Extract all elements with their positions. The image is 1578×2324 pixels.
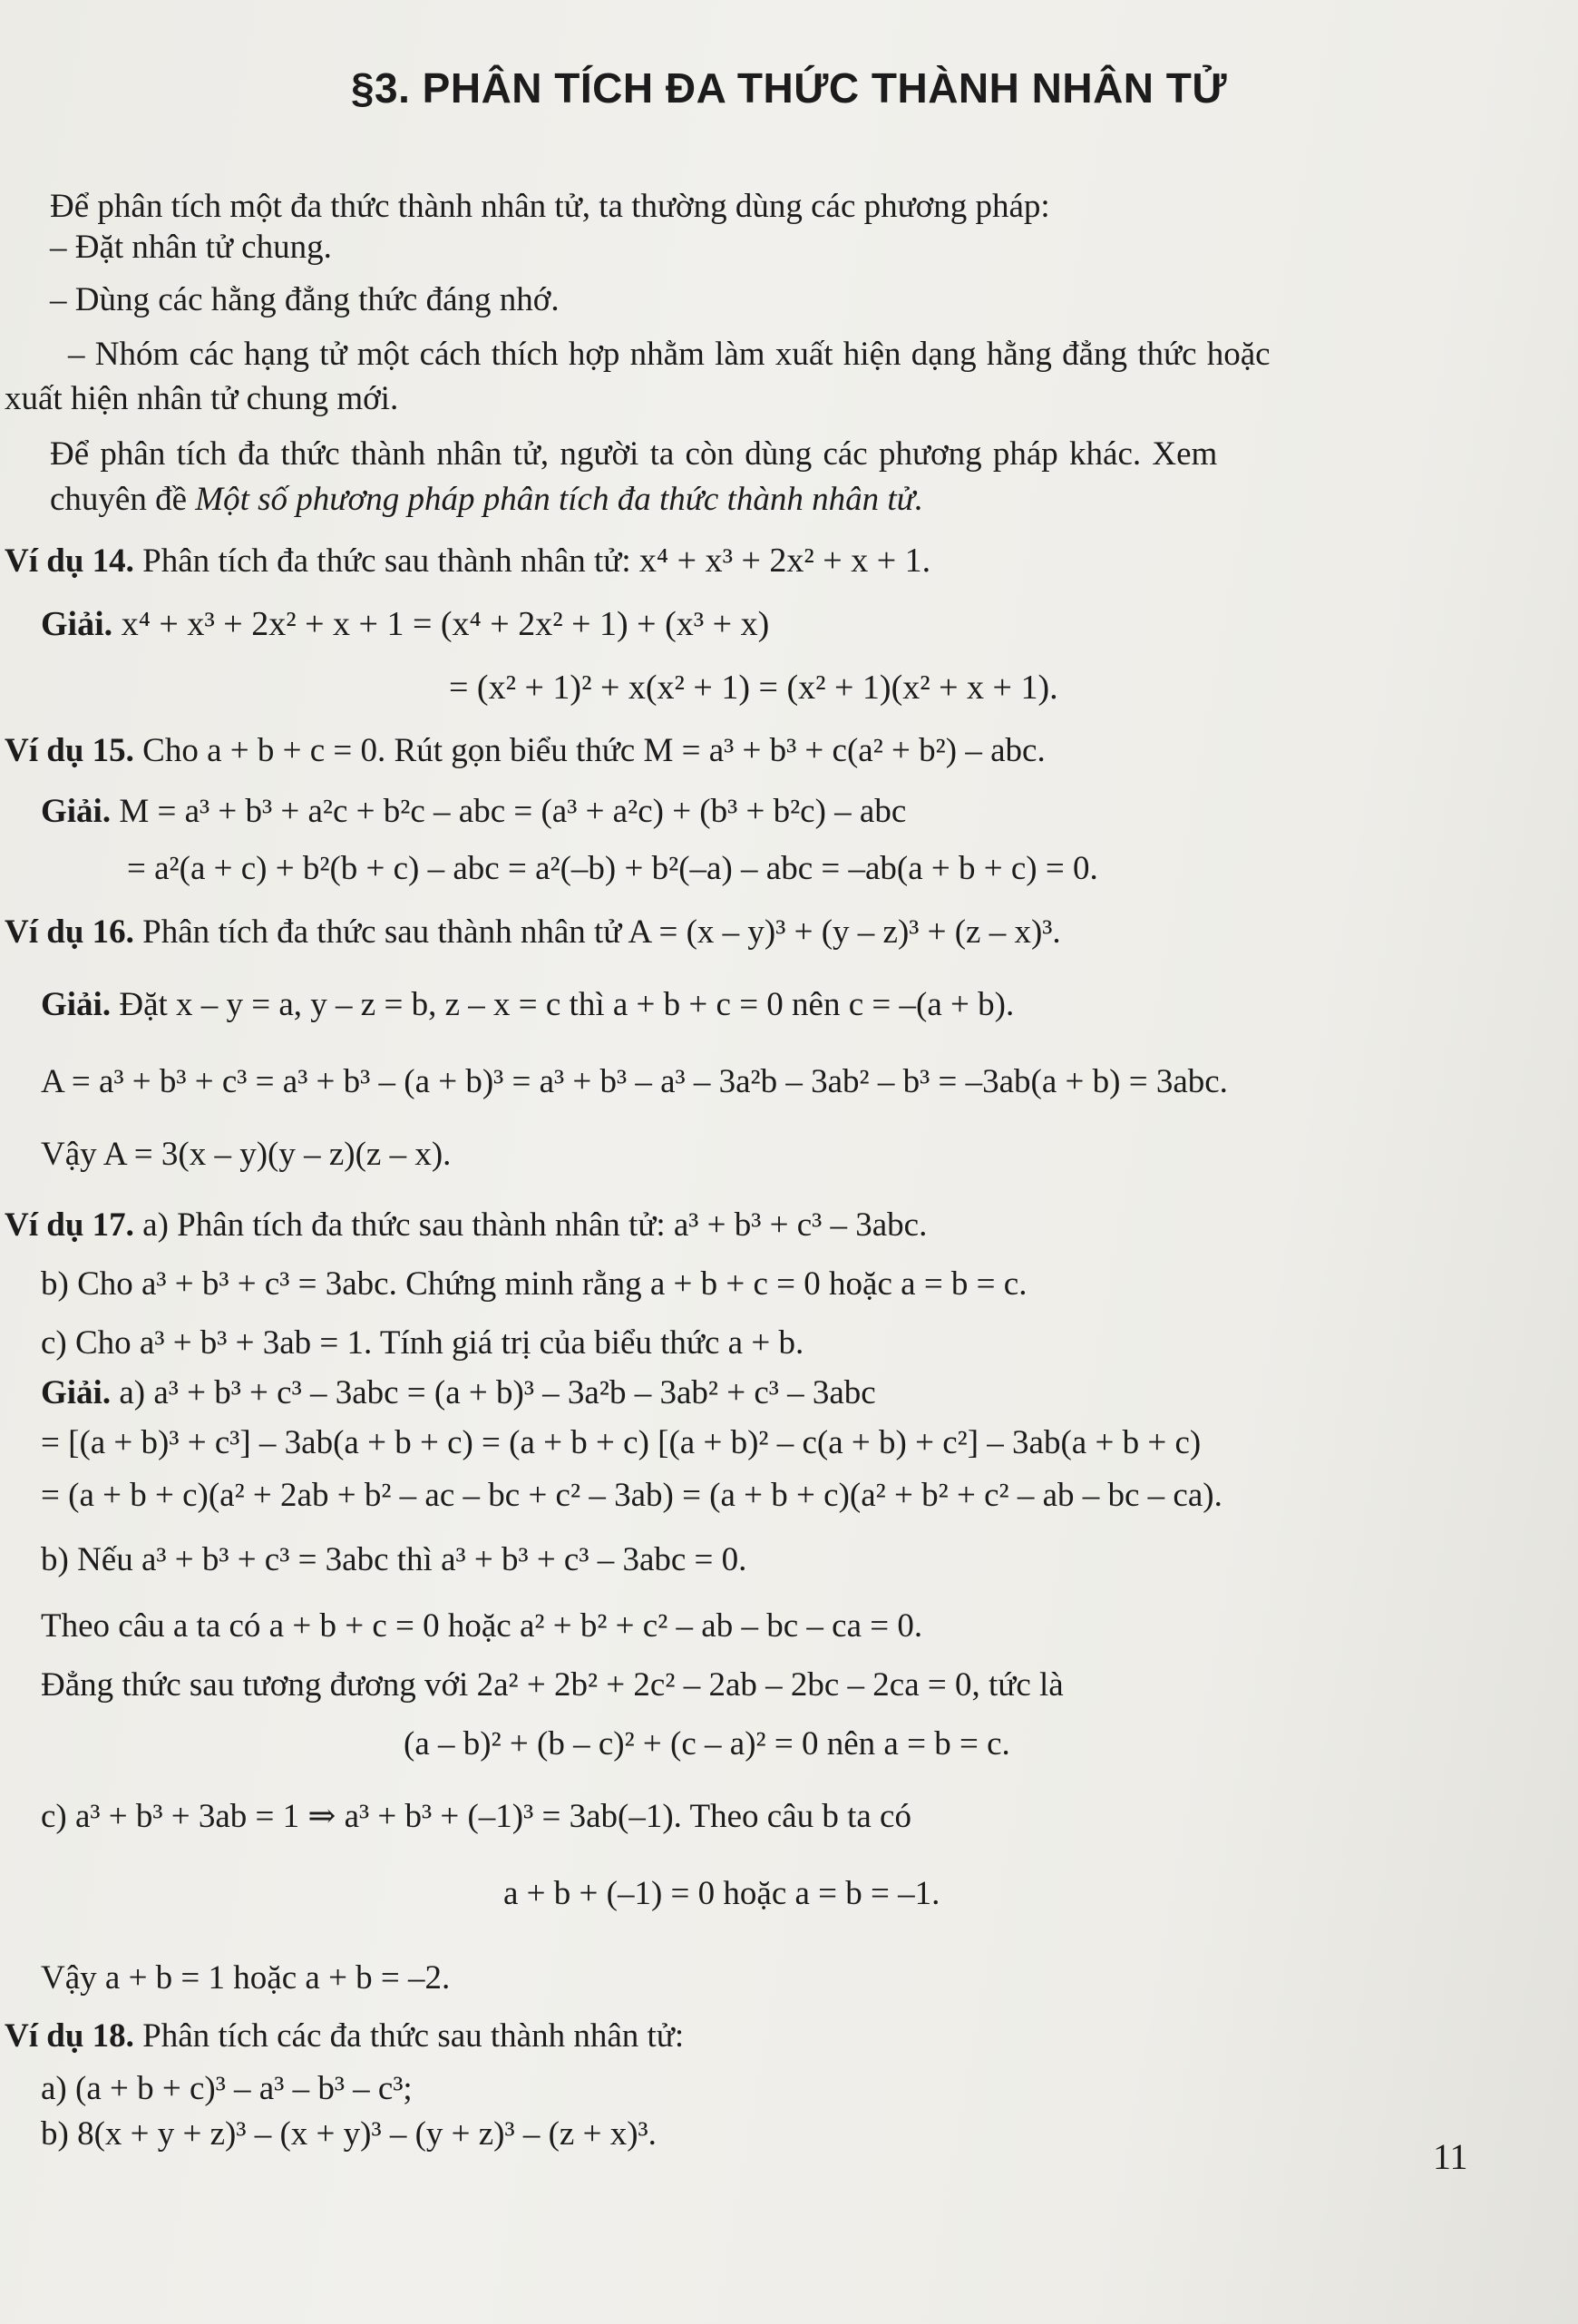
example-18 (5, 2016, 684, 2057)
intro-method-2: – Dùng các hằng đẳng thức đáng nhớ. (50, 281, 560, 318)
example-17-solution-c3: Vậy a + b = 1 hoặc a + b = –2. (41, 1959, 451, 1997)
intro-other-a: Để phân tích đa thức thành nhân tử, người ta còn dùng các phương pháp khác. Xem (50, 435, 1218, 473)
page-number: 11 (1433, 2136, 1468, 2177)
example-17-solution-b4: (a – b)² + (b – c)² + (c – a)² = 0 nên a = b = c. (404, 1725, 1010, 1763)
example-17-solution-a3: = (a + b + c)(a² + 2ab + b² – ac – bc + c² – 3ab) = (a + b + c)(a² + b² + c² – ab – bc – ca). (41, 1477, 1222, 1514)
example-15-solution-1 (41, 791, 906, 833)
example-17-solution-a2: = [(a + b)³ + c³] – 3ab(a + b + c) = (a + b + c) [(a + b)² – c(a + b) + c²] – 3ab(a + b + c) (41, 1424, 1202, 1461)
example-14-solution-label: Giải. (41, 605, 113, 643)
section-title: §3. PHÂN TÍCH ĐA THỨC THÀNH NHÂN TỬ (350, 64, 1228, 112)
intro-method-3a: – Nhóm các hạng tử một cách thích hợp nhằm làm xuất hiện dạng hằng đẳng thức hoặc (68, 336, 1271, 373)
example-17-c: c) Cho a³ + b³ + 3ab = 1. Tính giá trị của biểu thức a + b. (41, 1324, 804, 1362)
intro-method-1: – Đặt nhân tử chung. (50, 229, 332, 266)
example-15 (5, 730, 1046, 772)
example-17-solution-b1: b) Nếu a³ + b³ + c³ = 3abc thì a³ + b³ + c³ – 3abc = 0. (41, 1541, 747, 1578)
example-17-solution-c2: a + b + (–1) = 0 hoặc a = b = –1. (503, 1875, 940, 1912)
intro-lead: Để phân tích một đa thức thành nhân tử, ta thường dùng các phương pháp: (50, 188, 1050, 225)
example-17-solution-b3: Đẳng thức sau tương đương với 2a² + 2b² + 2c² – 2ab – 2bc – 2ca = 0, tức là (41, 1666, 1064, 1704)
example-17 (5, 1205, 927, 1246)
example-18-a: a) (a + b + c)³ – a³ – b³ – c³; (41, 2070, 413, 2107)
example-16-solution-1 (41, 984, 1014, 1026)
example-14-label: Ví dụ 14. (5, 542, 134, 580)
example-16-text: Phân tích đa thức sau thành nhân tử A = (x – y)³ + (y – z)³ + (z – x)³. (133, 913, 1061, 951)
example-16-solution-label: Giải. (41, 986, 112, 1023)
example-17-solution-c1: c) a³ + b³ + 3ab = 1 ⇒ a³ + b³ + (–1)³ = 3ab(–1). Theo câu b ta có (41, 1798, 911, 1835)
example-14-expr: x⁴ + x³ + 2x² + x + 1. (638, 542, 931, 580)
example-14 (5, 540, 930, 582)
example-15-solution-2: = a²(a + c) + b²(b + c) – abc = a²(–b) + b²(–a) – abc = –ab(a + b + c) = 0. (127, 850, 1098, 887)
example-15-label: Ví dụ 15. (5, 732, 134, 769)
example-14-solution-1 (41, 603, 769, 645)
example-17-text: a) Phân tích đa thức sau thành nhân tử: a³ + b³ + c³ – 3abc. (133, 1206, 928, 1244)
example-17-solution-a1 (41, 1372, 876, 1414)
intro-other-b-pre: chuyên đề (50, 481, 196, 518)
example-16-solution-1-text: Đặt x – y = a, y – z = b, z – x = c thì a + b + c = 0 nên c = –(a + b). (111, 986, 1015, 1023)
example-15-text: Cho a + b + c = 0. Rút gọn biểu thức M = a³ + b³ + c(a² + b²) – abc. (133, 732, 1046, 769)
example-18-text: Phân tích các đa thức sau thành nhân tử: (133, 2017, 685, 2055)
example-17-solution-a1-text: a) a³ + b³ + c³ – 3abc = (a + b)³ – 3a²b – 3ab² + c³ – 3abc (111, 1374, 876, 1411)
example-18-label: Ví dụ 18. (5, 2017, 134, 2055)
example-16-solution-3: Vậy A = 3(x – y)(y – z)(z – x). (41, 1136, 452, 1173)
example-16-solution-2: A = a³ + b³ + c³ = a³ + b³ – (a + b)³ = a³ + b³ – a³ – 3a²b – 3ab² – b³ = –3ab(a + b) = 3abc. (41, 1063, 1228, 1100)
example-14-solution-1-text: x⁴ + x³ + 2x² + x + 1 = (x⁴ + 2x² + 1) + (x³ + x) (112, 605, 770, 643)
example-17-solution-label: Giải. (41, 1374, 112, 1411)
example-16 (5, 912, 1061, 953)
example-15-solution-label: Giải. (41, 793, 112, 830)
example-14-solution-2: = (x² + 1)² + x(x² + 1) = (x² + 1)(x² + x + 1). (449, 669, 1058, 707)
intro-other-b-italic: Một số phương pháp phân tích đa thức thành nhân tử. (195, 481, 924, 518)
example-18-b: b) 8(x + y + z)³ – (x + y)³ – (y + z)³ – (z + x)³. (41, 2115, 657, 2153)
example-17-solution-b2: Theo câu a ta có a + b + c = 0 hoặc a² + b² + c² – ab – bc – ca = 0. (41, 1607, 923, 1645)
intro-other-b (50, 479, 923, 521)
intro-method-3b: xuất hiện nhân tử chung mới. (5, 380, 399, 417)
example-14-text: Phân tích đa thức sau thành nhân tử: (133, 542, 639, 580)
example-16-label: Ví dụ 16. (5, 913, 134, 951)
example-17-b: b) Cho a³ + b³ + c³ = 3abc. Chứng minh rằng a + b + c = 0 hoặc a = b = c. (41, 1265, 1028, 1303)
example-15-solution-1-text: M = a³ + b³ + a²c + b²c – abc = (a³ + a²c) + (b³ + b²c) – abc (111, 793, 907, 830)
example-17-label: Ví dụ 17. (5, 1206, 134, 1244)
